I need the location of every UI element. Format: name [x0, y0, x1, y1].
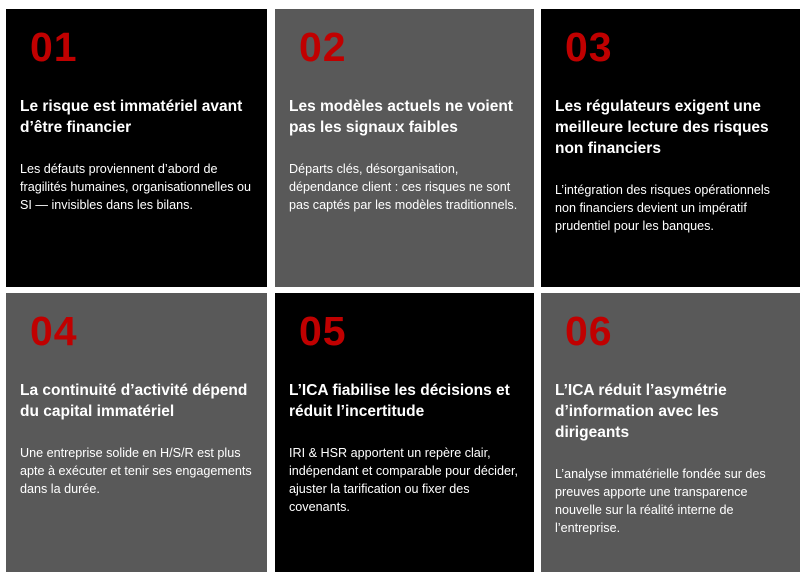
card-text: L’intégration des risques opérationnels non financiers devient un impératif prudentiel pour les banques. [555, 183, 770, 233]
card-number: 05 [299, 308, 347, 354]
card-text: Une entreprise solide en H/S/R est plus apte à exécuter et tenir ses engagements dans la durée. [20, 446, 252, 496]
card-title: Les régulateurs exigent une meilleure lecture des risques non financiers [555, 98, 769, 157]
card-text: IRI & HSR apportent un repère clair, indépendant et comparable pour décider, ajuster la tarification ou fixer des covenants. [289, 446, 518, 514]
card-number: 06 [565, 308, 613, 354]
card-text: Départs clés, désorganisation, dépendance client : ces risques ne sont pas captés par les modèles traditionnels. [289, 162, 518, 212]
card-title: L’ICA réduit l’asymétrie d’information avec les dirigeants [555, 382, 727, 441]
card-title: Le risque est immatériel avant d’être financier [20, 98, 243, 136]
card-number: 03 [565, 24, 613, 70]
card-04 [6, 293, 267, 572]
card-01 [6, 9, 267, 287]
card-text: L’analyse immatérielle fondée sur des preuves apporte une transparence nouvelle sur la réalité interne de l’entreprise. [555, 467, 766, 535]
card-03 [541, 9, 800, 287]
card-06 [541, 293, 800, 572]
card-number: 04 [30, 308, 78, 354]
card-title: L’ICA fiabilise les décisions et réduit l’incertitude [289, 382, 510, 420]
card-number: 02 [299, 24, 347, 70]
card-05 [275, 293, 534, 572]
card-title: Les modèles actuels ne voient pas les signaux faibles [289, 98, 513, 136]
card-text: Les défauts proviennent d’abord de fragilités humaines, organisationnelles ou SI — invisibles dans les bilans. [20, 162, 252, 212]
card-02 [275, 9, 534, 287]
card-title: La continuité d’activité dépend du capital immatériel [20, 382, 248, 420]
card-number: 01 [30, 24, 78, 70]
